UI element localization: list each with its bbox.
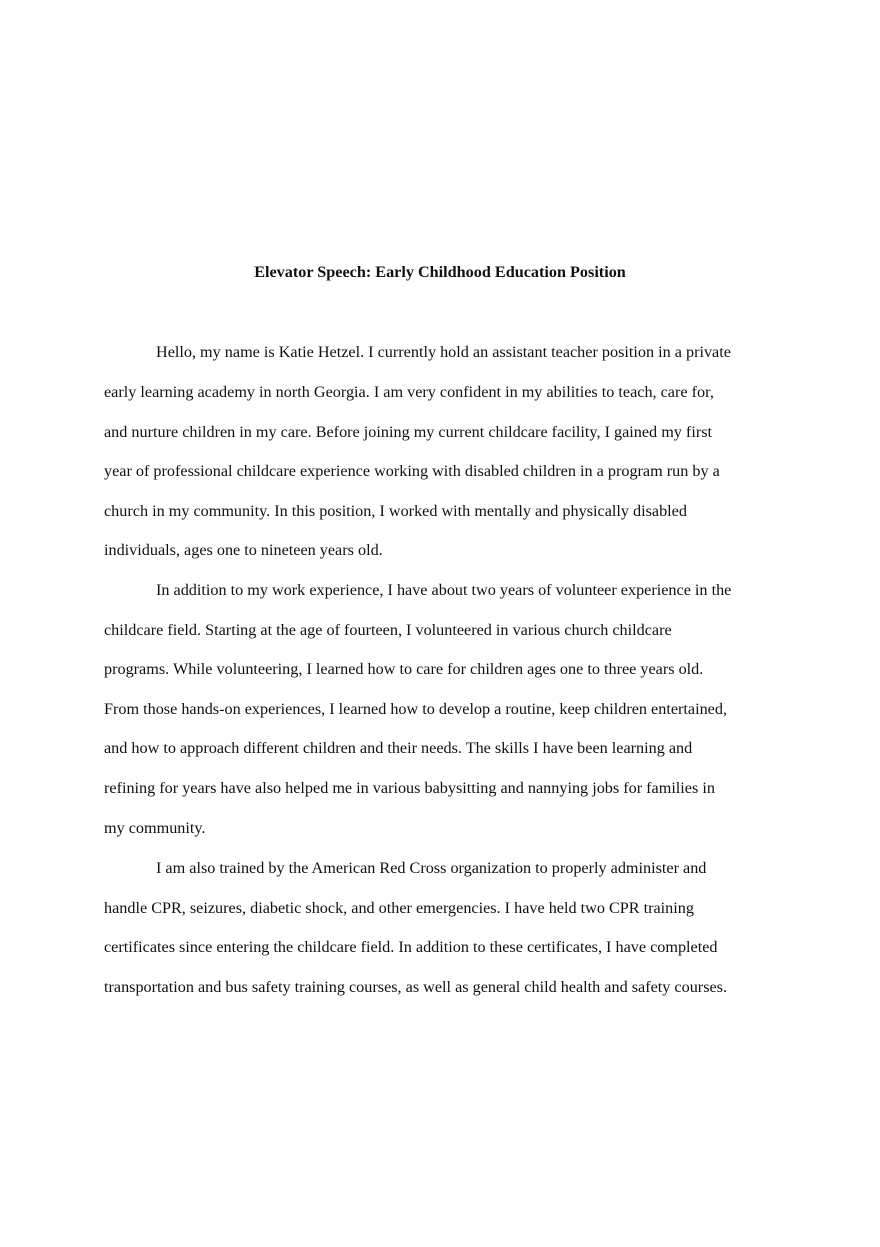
paragraph-2-line-6: refining for years have also helped me in various babysitting and nannying jobs for families in <box>104 779 715 797</box>
paragraph-1-line-5: church in my community. In this position, I worked with mentally and physically disabled <box>104 502 687 520</box>
paragraph-2-line-2: childcare field. Starting at the age of fourteen, I volunteered in various church childcare <box>104 621 672 639</box>
paragraph-3-line-3: certificates since entering the childcare field. In addition to these certificates, I have completed <box>104 938 718 956</box>
paragraph-3-line-4: transportation and bus safety training courses, as well as general child health and safety courses. <box>104 978 728 996</box>
paragraph-1-line-3: and nurture children in my care. Before joining my current childcare facility, I gained my first <box>104 423 713 441</box>
paragraph-3-line-2: handle CPR, seizures, diabetic shock, and other emergencies. I have held two CPR training <box>104 899 694 917</box>
paragraph-2-line-5: and how to approach different children and their needs. The skills I have been learning and <box>104 739 693 757</box>
paragraph-2-line-1: In addition to my work experience, I have about two years of volunteer experience in the <box>156 581 732 599</box>
paragraph-1-line-1: Hello, my name is Katie Hetzel. I currently hold an assistant teacher position in a private <box>156 343 731 361</box>
paragraph-3-line-1: I am also trained by the American Red Cross organization to properly administer and <box>156 859 707 877</box>
document-title: Elevator Speech: Early Childhood Education Position <box>254 263 626 281</box>
paragraph-1-line-2: early learning academy in north Georgia. I am very confident in my abilities to teach, care for, <box>104 383 714 401</box>
paragraph-2-line-3: programs. While volunteering, I learned how to care for children ages one to three years old. <box>104 660 704 678</box>
paragraph-2-line-4: From those hands-on experiences, I learned how to develop a routine, keep children entertained, <box>104 700 727 718</box>
paragraph-2-line-7: my community. <box>104 819 206 837</box>
paragraph-1-line-6: individuals, ages one to nineteen years old. <box>104 541 383 559</box>
paragraph-1-line-4: year of professional childcare experience working with disabled children in a program run by a <box>104 462 720 480</box>
